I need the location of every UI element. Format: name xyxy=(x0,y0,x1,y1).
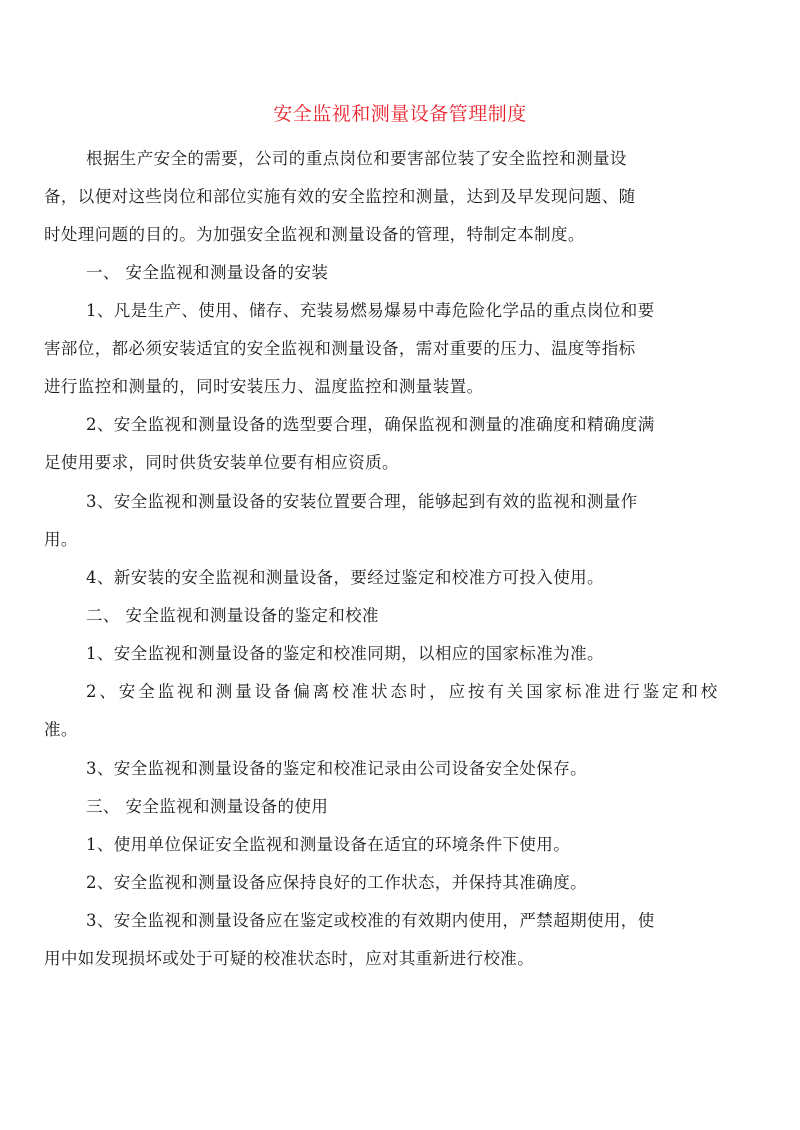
paragraph-line: 2、安全监视和测量设备偏离校准状态时，应按有关国家标准进行鉴定和校 xyxy=(86,682,721,701)
section-heading: 三、 安全监视和测量设备的使用 xyxy=(86,797,329,816)
section-heading: 一、 安全监视和测量设备的安装 xyxy=(86,263,329,282)
paragraph-line: 备，以便对这些岗位和部位实施有效的安全监控和测量，达到及早发现问题、随 xyxy=(44,187,636,206)
paragraph-line: 2、安全监视和测量设备的选型要合理，确保监视和测量的准确度和精确度满 xyxy=(86,415,655,434)
paragraph-line: 3、安全监视和测量设备的安装位置要合理，能够起到有效的监视和测量作 xyxy=(86,492,638,511)
paragraph-line: 1、安全监视和测量设备的鉴定和校准同期，以相应的国家标准为准。 xyxy=(86,644,604,663)
paragraph-line: 2、安全监视和测量设备应保持良好的工作状态，并保持其准确度。 xyxy=(86,873,587,892)
paragraph-line: 害部位，都必须安装适宜的安全监视和测量设备，需对重要的压力、温度等指标 xyxy=(44,339,636,358)
paragraph-line: 准。 xyxy=(44,720,78,739)
paragraph-line: 进行监控和测量的，同时安装压力、温度监控和测量装置。 xyxy=(44,377,484,396)
document-title: 安全监视和测量设备管理制度 xyxy=(273,103,527,125)
paragraph-line: 4、新安装的安全监视和测量设备，要经过鉴定和校准方可投入使用。 xyxy=(86,568,604,587)
paragraph-line: 用。 xyxy=(44,530,78,549)
paragraph-line: 根据生产安全的需要，公司的重点岗位和要害部位装了安全监控和测量设 xyxy=(86,149,627,168)
paragraph-line: 足使用要求，同时供货安装单位要有相应资质。 xyxy=(44,453,399,472)
paragraph-line: 时处理问题的目的。为加强安全监视和测量设备的管理，特制定本制度。 xyxy=(44,225,585,244)
paragraph-line: 3、安全监视和测量设备的鉴定和校准记录由公司设备安全处保存。 xyxy=(86,759,587,778)
paragraph-line: 用中如发现损坏或处于可疑的校准状态时，应对其重新进行校准。 xyxy=(44,949,535,968)
paragraph-line: 1、使用单位保证安全监视和测量设备在适宜的环境条件下使用。 xyxy=(86,835,571,854)
section-heading: 二、 安全监视和测量设备的鉴定和校准 xyxy=(86,606,379,625)
paragraph-line: 1、凡是生产、使用、储存、充装易燃易爆易中毒危险化学品的重点岗位和要 xyxy=(86,301,655,320)
paragraph-line: 3、安全监视和测量设备应在鉴定或校准的有效期内使用，严禁超期使用，使 xyxy=(86,911,655,930)
